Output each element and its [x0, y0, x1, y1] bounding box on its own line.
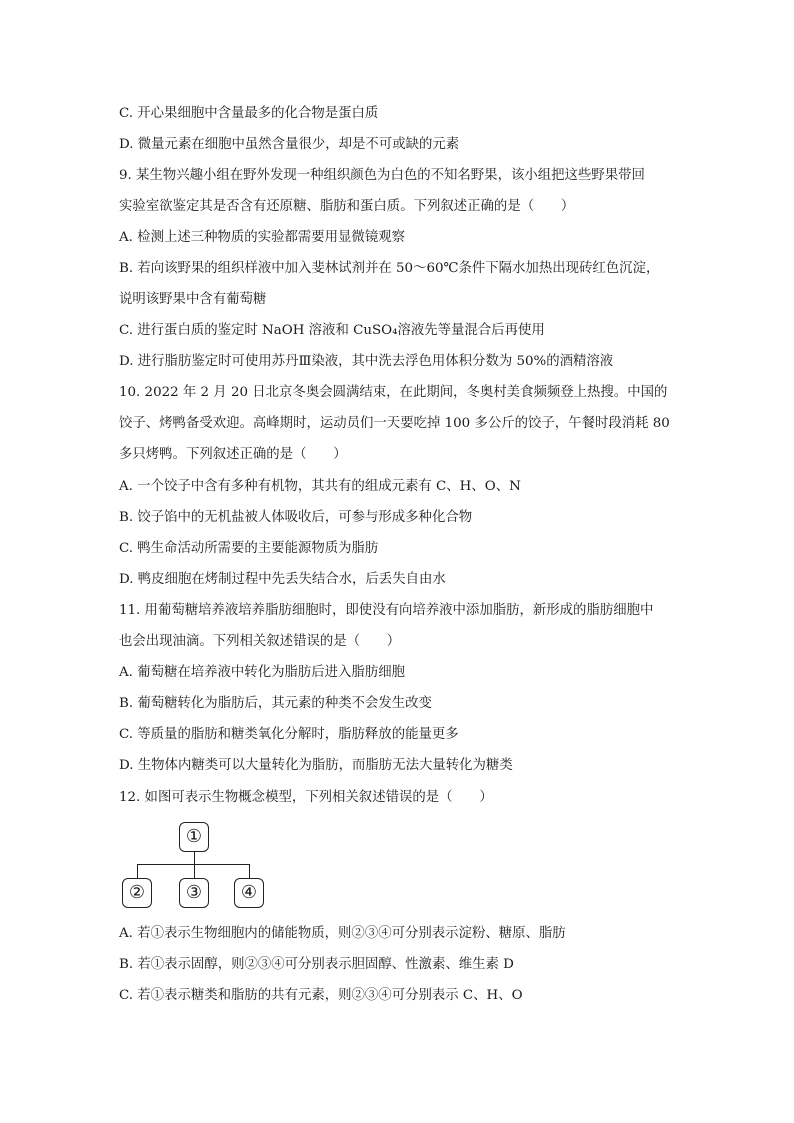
- question-12-option-c: C. 若①表示糖类和脂肪的共有元素，则②③④可分别表示 C、H、O: [119, 988, 523, 1003]
- question-11-option-d: D. 生物体内糖类可以大量转化为脂肪，而脂肪无法大量转化为糖类: [119, 758, 513, 773]
- question-11-stem: 也会出现油滴。下列相关叙述错误的是（ ）: [119, 634, 401, 649]
- diagram-node-child: ②: [122, 878, 152, 908]
- diagram-node-child: ③: [179, 878, 209, 908]
- diagram-connector: [137, 864, 249, 865]
- question-10-option-a: A. 一个饺子中含有多种有机物，其共有的组成元素有 C、H、O、N: [119, 479, 521, 494]
- question-10-stem: 饺子、烤鸭备受欢迎。高峰期时，运动员们一天要吃掉 100 多公斤的饺子，午餐时段消耗 80: [119, 416, 670, 431]
- question-11-option-a: A. 葡萄糖在培养液中转化为脂肪后进入脂肪细胞: [119, 665, 405, 680]
- question-10-stem: 10. 2022 年 2 月 20 日北京冬奥会圆满结束，在此期间，冬奥村美食频频登上热搜。中国的: [119, 385, 668, 400]
- question-12-option-b: B. 若①表示固醇，则②③④可分别表示胆固醇、性激素、维生素 D: [119, 957, 514, 972]
- question-9-option-a: A. 检测上述三种物质的实验都需要用显微镜观察: [119, 230, 405, 245]
- diagram-connector: [194, 864, 195, 878]
- text-line: D. 微量元素在细胞中虽然含量很少，却是不可或缺的元素: [119, 137, 460, 152]
- diagram-node-child: ④: [234, 878, 264, 908]
- diagram-connector: [137, 864, 138, 878]
- question-10-stem: 多只烤鸭。下列叙述正确的是（ ）: [119, 447, 347, 462]
- question-11-stem: 11. 用葡萄糖培养液培养脂肪细胞时，即使没有向培养液中添加脂肪，新形成的脂肪细胞中: [119, 603, 654, 618]
- question-9-option-b: B. 若向该野果的组织样液中加入斐林试剂并在 50～60℃条件下隔水加热出现砖红色沉淀，: [119, 261, 660, 276]
- diagram-connector: [249, 864, 250, 878]
- diagram-connector: [194, 852, 195, 864]
- question-11-option-b: B. 葡萄糖转化为脂肪后，其元素的种类不会发生改变: [119, 696, 432, 711]
- diagram-node-top: ①: [179, 822, 209, 852]
- question-11-option-c: C. 等质量的脂肪和糖类氧化分解时，脂肪释放的能量更多: [119, 727, 459, 742]
- question-9-option-b: 说明该野果中含有葡萄糖: [119, 292, 267, 307]
- question-9-option-d: D. 进行脂肪鉴定时可使用苏丹Ⅲ染液，其中洗去浮色用体积分数为 50%的酒精溶液: [119, 354, 614, 369]
- question-12-option-a: A. 若①表示生物细胞内的储能物质，则②③④可分别表示淀粉、糖原、脂肪: [119, 926, 566, 941]
- question-9-stem: 9. 某生物兴趣小组在野外发现一种组织颜色为白色的不知名野果，该小组把这些野果带回: [119, 168, 645, 183]
- question-9-stem: 实验室欲鉴定其是否含有还原糖、脂肪和蛋白质。下列叙述正确的是（ ）: [119, 199, 575, 214]
- question-10-option-c: C. 鸭生命活动所需要的主要能源物质为脂肪: [119, 541, 379, 556]
- question-10-option-d: D. 鸭皮细胞在烤制过程中先丢失结合水，后丢失自由水: [119, 572, 446, 587]
- question-10-option-b: B. 饺子馅中的无机盐被人体吸收后，可参与形成多种化合物: [119, 510, 473, 525]
- question-9-option-c: C. 进行蛋白质的鉴定时 NaOH 溶液和 CuSO₄溶液先等量混合后再使用: [119, 323, 545, 338]
- text-line: C. 开心果细胞中含量最多的化合物是蛋白质: [119, 106, 379, 121]
- question-12-stem: 12. 如图可表示生物概念模型，下列相关叙述错误的是（ ）: [119, 790, 493, 805]
